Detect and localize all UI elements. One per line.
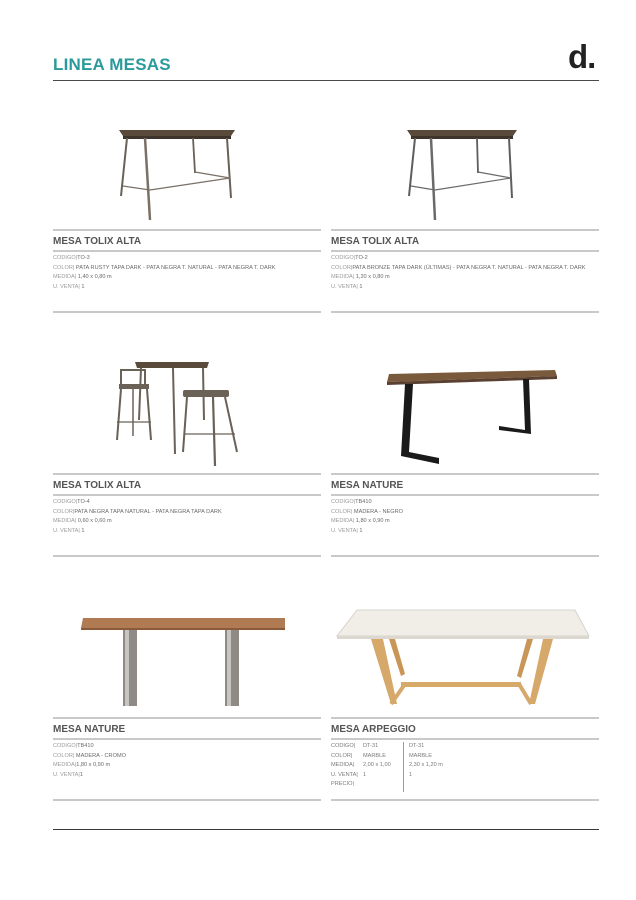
product-size: 1,20 x 0,80 m <box>355 274 390 281</box>
product-size: 1,80 x 0,90 m <box>355 518 390 525</box>
product-size: 1,80 x 0,90 m <box>76 762 111 769</box>
product-image <box>331 606 599 712</box>
product-specs: CODIGO|TO-4 COLOR|PATA NEGRA TAPA NATURAL - PATA NEGRA TAPA DARK MEDIDA| 0,60 x 0,60 m U. VENTA| 1 <box>53 499 222 534</box>
product-image <box>331 362 599 468</box>
product-code: TB410 <box>355 499 372 505</box>
tolix-high-table-illustration <box>53 118 321 224</box>
product-name: MESA ARPEGGIO <box>331 724 416 735</box>
product-specs: CODIGO|TO-3 COLOR| PATA RUSTY TAPA DARK - PATA NEGRA T. NATURAL - PATA NEGRA T. DARK MEDIDA| 1,40 x 0,80 m U. VENTA| 1 <box>53 255 276 290</box>
product-color: PATA BRONZE TAPA DARK (ÚLTIMAS) - PATA NEGRA T. NATURAL - PATA NEGRA T. DARK <box>352 264 586 271</box>
product-unit: 1 <box>359 283 363 290</box>
variant-size: 2,00 x 1,00 <box>363 762 391 769</box>
product-code: TO-4 <box>77 499 90 505</box>
variant-size: 2,30 x 1,20 m <box>409 762 443 769</box>
product-unit: 1 <box>81 283 85 290</box>
product-image <box>331 118 599 224</box>
product-image <box>53 606 321 712</box>
product-color: MADERA - CROMO <box>75 752 126 759</box>
nature-table-illustration <box>331 362 599 468</box>
product-name: MESA NATURE <box>331 480 404 491</box>
product-unit: 1 <box>81 527 85 534</box>
footer-divider <box>53 829 599 830</box>
variant-code: DT-31 <box>409 743 425 749</box>
product-color: PATA RUSTY TAPA DARK - PATA NEGRA T. NATURAL - PATA NEGRA T. DARK <box>75 264 276 271</box>
product-size: 0,60 x 0,60 m <box>77 518 112 525</box>
product-code: TO-3 <box>77 255 90 261</box>
product-name: MESA TOLIX ALTA <box>331 236 420 247</box>
variant-color: MARBLE <box>363 752 387 759</box>
product-name: MESA NATURE <box>53 724 126 735</box>
product-specs: CODIGO|TB410 COLOR| MADERA - CROMO MEDIDA|1,80 x 0,90 m U. VENTA|1 <box>53 743 126 778</box>
header-divider <box>53 80 599 81</box>
product-image <box>53 118 321 224</box>
variant-color: MARBLE <box>409 752 433 759</box>
product-image <box>53 362 321 468</box>
variant-unit: 1 <box>363 771 367 778</box>
product-unit: 1 <box>359 527 363 534</box>
page-title: LINEA MESAS <box>53 55 171 74</box>
product-name: MESA TOLIX ALTA <box>53 480 142 491</box>
product-color: PATA NEGRA TAPA NATURAL - PATA NEGRA TAPA DARK <box>74 508 222 515</box>
product-code: TO-2 <box>355 255 368 261</box>
tolix-high-table-illustration <box>331 118 599 224</box>
product-name: MESA TOLIX ALTA <box>53 236 142 247</box>
price-label: PRECIO| <box>331 781 354 788</box>
arpeggio-table-illustration <box>331 606 599 712</box>
variant-divider <box>403 742 404 792</box>
product-unit: 1 <box>79 771 83 778</box>
product-specs: CODIGO|TB410 COLOR| MADERA - NEGRO MEDIDA| 1,80 x 0,90 m U. VENTA| 1 <box>331 499 404 534</box>
product-size: 1,40 x 0,80 m <box>77 274 112 281</box>
product-color: MADERA - NEGRO <box>353 508 404 515</box>
brand-logo: d. <box>568 38 596 75</box>
tolix-bar-set-illustration <box>53 362 321 468</box>
product-specs: CODIGO|TO-2 COLOR|PATA BRONZE TAPA DARK (ÚLTIMAS) - PATA NEGRA T. NATURAL - PATA NEGRA T. DARK MEDIDA| 1,20 x 0,80 m U. VENTA| 1 <box>331 255 586 290</box>
variant-code: DT-31 <box>363 743 379 749</box>
variant-unit: 1 <box>409 771 413 778</box>
nature-chrome-table-illustration <box>53 606 321 712</box>
product-code: TB410 <box>77 743 94 749</box>
